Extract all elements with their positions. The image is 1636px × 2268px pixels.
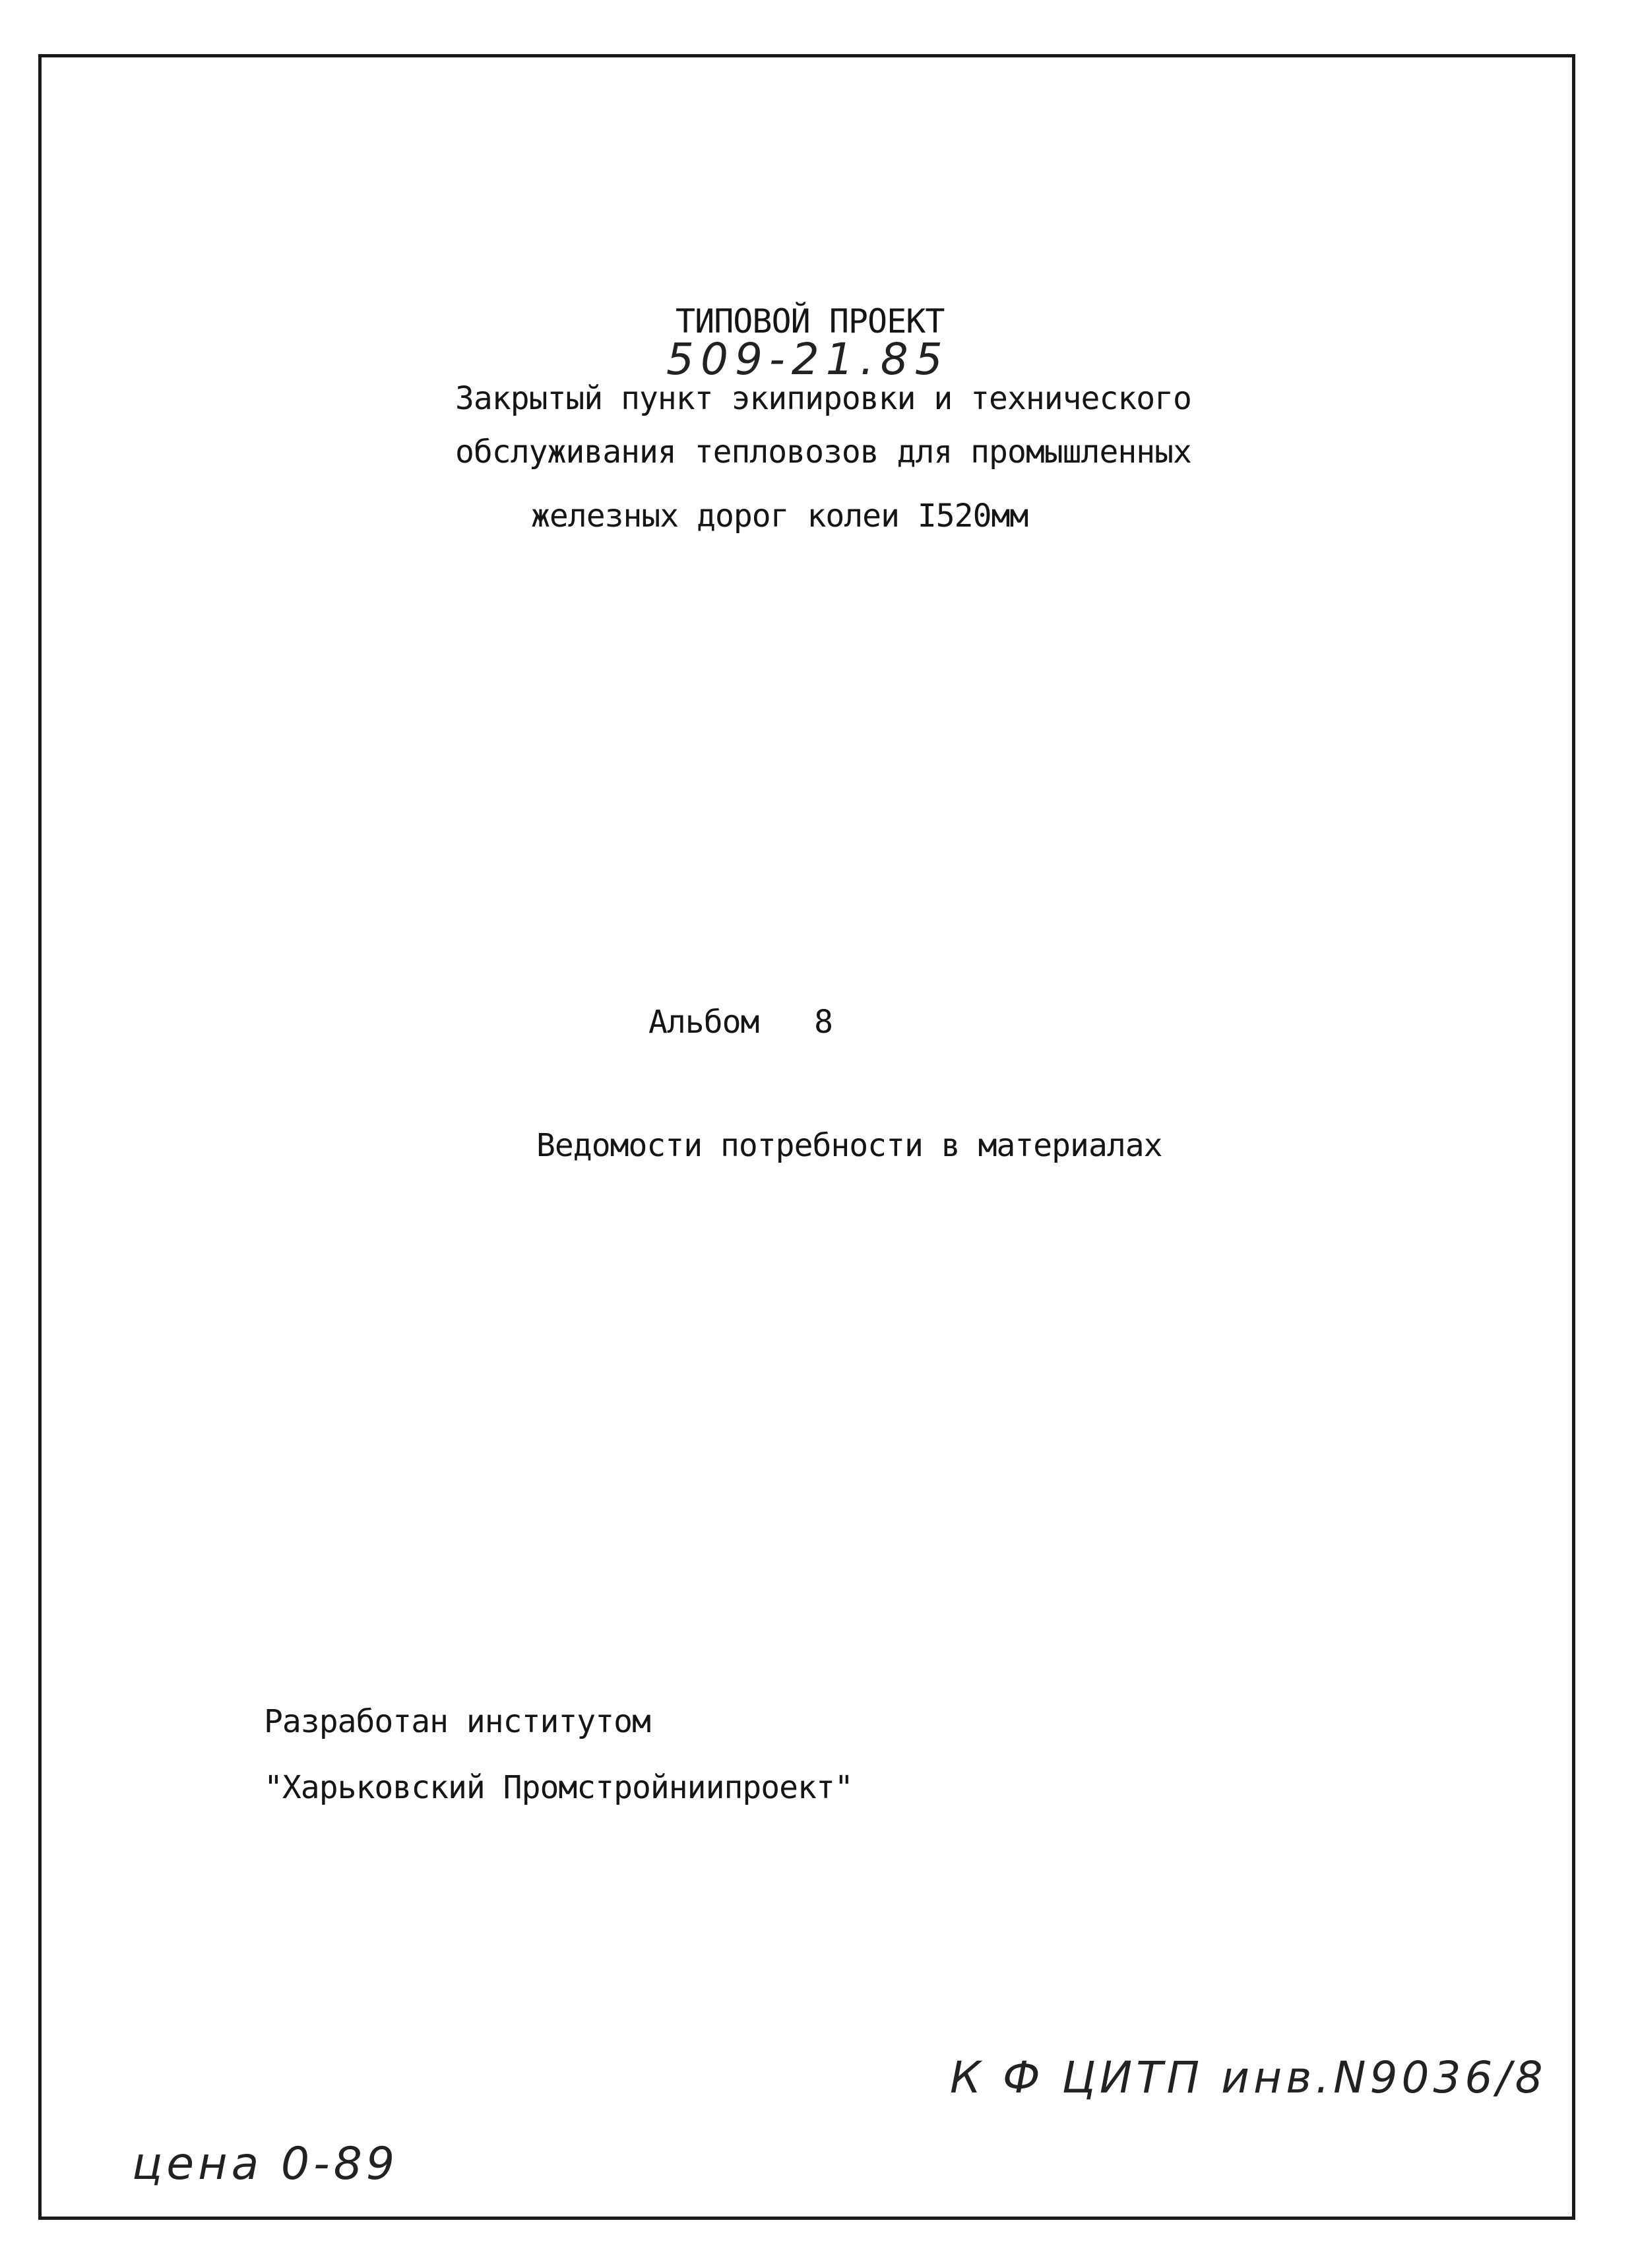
album-number: Альбом 8 xyxy=(648,1004,833,1041)
project-number: 509-21.85 xyxy=(666,334,949,385)
title-line-3: железных дорог колеи I520мм xyxy=(531,498,1028,535)
document-header: ТИПОВОЙ ПРОЕКТ xyxy=(676,302,945,340)
developer-line-2: "Харьковский Промстройниипроект" xyxy=(264,1769,853,1806)
inventory-note: К Ф ЦИТП инв.N9036/8 xyxy=(950,2052,1547,2103)
price-note: цена 0-89 xyxy=(132,2138,399,2190)
title-line-1: Закрытый пункт экипировки и технического xyxy=(455,380,1191,417)
developer-line-1: Разработан институтом xyxy=(264,1703,650,1740)
album-subject: Ведомости потребности в материалах xyxy=(536,1127,1162,1164)
title-line-2: обслуживания тепловозов для промышленных xyxy=(455,434,1191,470)
